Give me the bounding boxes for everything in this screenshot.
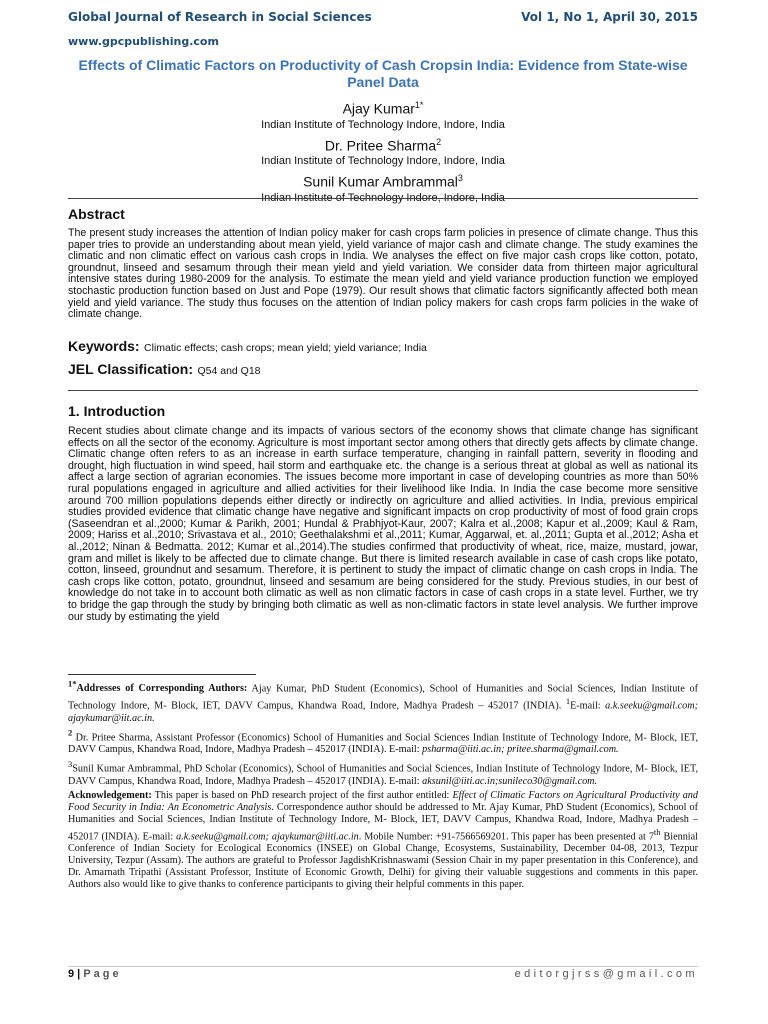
jel-line [68,361,261,379]
abstract-text: The present study increases the attention of Indian policy maker for cash crops farm policies in presence of climate change. Thus this paper tries to provide an understanding about mean yield, yield variance of major cash and climate change. The study examines the climatic and non climatic effect on various cash crops in India. We analyses the effect on five major cash crops like cotton, potato, groundnut, linseed and sesamum through their mean yield and yield variation. We consider data from thirteen major agricultural intensive states during 1980-2009 for the analysis. To estimate the mean yield and yield variance production function we employed stochastic production function based on Just and Pope (1979). Our result shows that climatic factors significantly affected both mean yield and yield variance. The study thus focuses on the attention of Indian policy makers for cash crops farm policies in the wake of climate change. [68,227,698,321]
page-footer [68,966,698,980]
author-affiliation: Indian Institute of Technology Indore, Indore, India [261,118,505,131]
divider [68,390,698,391]
author-affiliation: Indian Institute of Technology Indore, Indore, India [261,155,505,168]
keywords-value: Climatic effects; cash crops; mean yield; yield variance; India [144,342,427,354]
footnotes [68,678,698,893]
acknowledgement: Acknowledgement: This paper is based on PhD research project of the first author entitled: Effect of Climatic Factors on Agricultural Productivity and Food Security in India: An Econometric Analysis. Correspondence author should be addressed to Mr. Ajay Kumar, PhD Student (Economics), School of Humanities and Social Sciences, Indian Institute of Technology Indore, M- Block, IET, DAVV Campus, Khandwa Road, Indore, Madhya Pradesh –452017 (INDIA). E-mail: a.k.seeku@gmail.com; ajaykumar@iiti.ac.in. Mobile Number: +91-7566569201. This paper has been presented at 7th Biennial Conference of Indian Society for Ecological Economics (INSEE) on Global Change, Ecosystems, Sustainability, December 04-08, 2013, Tezpur University, Tezpur (Assam). The authors are grateful to Professor JagdishKrishnaswami (Session Chair in my paper presentation in this Conference), and Dr. Amarnath Tripathi (Assistant Professor, Institute of Economic Growth, Delhi) for giving their valuable suggestions and comments in this paper. Authors also would like to give thanks to conference participants to giving their helpful comments in this paper. [68,789,698,890]
paper-title: Effects of Climatic Factors on Productivity of Cash Cropsin India: Evidence from State-wise Panel Data [78,57,688,90]
footnote-3: $^3$Sunil Kumar Ambrammal, PhD Scholar (Economics), School of Humanities and Social Sciences, Indian Institute of Technology Indore, M- Block, IET, DAVV Campus, Khandwa Road, Indore, Madhya Pradesh – 452017 (INDIA). E-mail: aksunil@iiti.ac.in;sunileco30@gmail.com. [68,759,698,787]
keywords-line [68,338,427,356]
introduction-text: Recent studies about climate change and its impacts of various sectors of the economy shows that climate change has significant effects on all the sector of the economy. Agriculture is most important sector among others that directly gets affects by climate change. Climatic change often refers to as an increase in earth surface temperature, changing in rainfall pattern, severity in flooding and drought, high fluctuation in wind speed, hail storm and earthquake etc. the change is a serious threat at global as well as national its affect a large section of agrarian economies. The issues become more important in case of developing countries as more than 50% rural populations engaged in agriculture and allied activities for their livelihood like India. In India the case become more sensitive around 700 million populations depends either directly or indirectly on agriculture and allied activities. In India, previous empirical studies provided evidence that climatic change have negative and significant impacts on crop productivity of most of food grain crops (Saseendran et al.,2000; Kumar & Parikh, 2001; Hundal & Prabhjyot-Kaur, 2007; Kalra et al.,2008; Kapur et al.,2009; Kaul & Ram, 2009; Hariss et al.,2010; Srivastava et al., 2010; Geethalakshmi et al.,2011; Kumar, Aggarwal, et. al.,2011; Gupta et al.,2012; Asha et al.,2012; Ninan & Bedmatta. 2012; Kumar et al.,2014).The studies confirmed that productivity of wheat, rice, maize, mustard, jowar, gram and millet is likely to be affected due to climate change. But there is limited research available in case of cash crops like potato, cotton, linseed, groundnut and sesamum. Therefore, it is pertinent to study the impact of climatic change on cash crops in India. The cash crops like cotton, potato, groundnut, linseed and sesamum are being considered for the study. Previous studies, in our best of knowledge do not take in to account both climatic as well as non climatic factors in case of cash crops in a state level. Further, we try to bridge the gap through the study by bringing both climatic as well as non-climatic factors in state level analysis. We further improve our study by estimating the yield [68,425,698,623]
editor-email[interactable]: editorgjrss@gmail.com [514,968,698,980]
author-block [68,96,698,206]
author-name: Dr. Pritee Sharma$^2$ [324,136,442,154]
jel-value: Q54 and Q18 [197,365,261,377]
keywords-label: Keywords: [68,338,140,354]
footnote-3-emails[interactable]: aksunil@iiti.ac.in;sunileco30@gmail.com. [422,775,598,787]
introduction-heading: 1. Introduction [68,403,166,419]
author-affiliation: Indian Institute of Technology Indore, Indore, India [261,191,505,204]
footnote-divider [68,674,256,675]
journal-url[interactable]: www.gpcpublishing.com [68,35,219,48]
abstract-heading: Abstract [68,206,125,222]
footnote-1: $^{1*}$Addresses of Corresponding Authors: Ajay Kumar, PhD Student (Economics), School of Humanities and Social Sciences, Indian Institute of Technology Indore, M- Block, IET, DAVV Campus, Khandwa Road, Indore, Madhya Pradesh – 452017 (INDIA). $^1$E-mail: a.k.seeku@gmail.com; ajaykumar@iit.ac.in. [68,679,698,724]
divider [68,198,698,199]
running-header [68,10,698,30]
journal-name: Global Journal of Research in Social Sciences [68,10,372,24]
author-name: Sunil Kumar Ambrammal$^3$ [303,173,463,190]
footnote-2: $^2$ Dr. Pritee Sharma, Assistant Professor (Economics) School of Humanities and Social Sciences Indian Institute of Technology Indore, M- Block, IET, DAVV Campus, Khandwa Road, Indore, Madhya Pradesh – 452017 (INDIA). E-mail: psharma@iiti.ac.in; pritee.sharma@gmail.com. [68,727,698,756]
author-name: Ajay Kumar$^{1*}$ [342,100,424,117]
footnote-1-emails[interactable]: a.k.seeku@gmail.com; ajaykumar@iit.ac.in. [68,700,698,724]
footnote-2-emails[interactable]: psharma@iiti.ac.in; pritee.sharma@gmail.com. [422,744,619,756]
journal-volume: Vol 1, No 1, April 30, 2015 [521,10,698,24]
jel-label: JEL Classification: [68,361,194,377]
page-number: 9 | Page [68,968,122,980]
acknowledgement-emails[interactable]: a.k.seeku@gmail.com; ajaykumar@iiti.ac.in [176,830,359,842]
